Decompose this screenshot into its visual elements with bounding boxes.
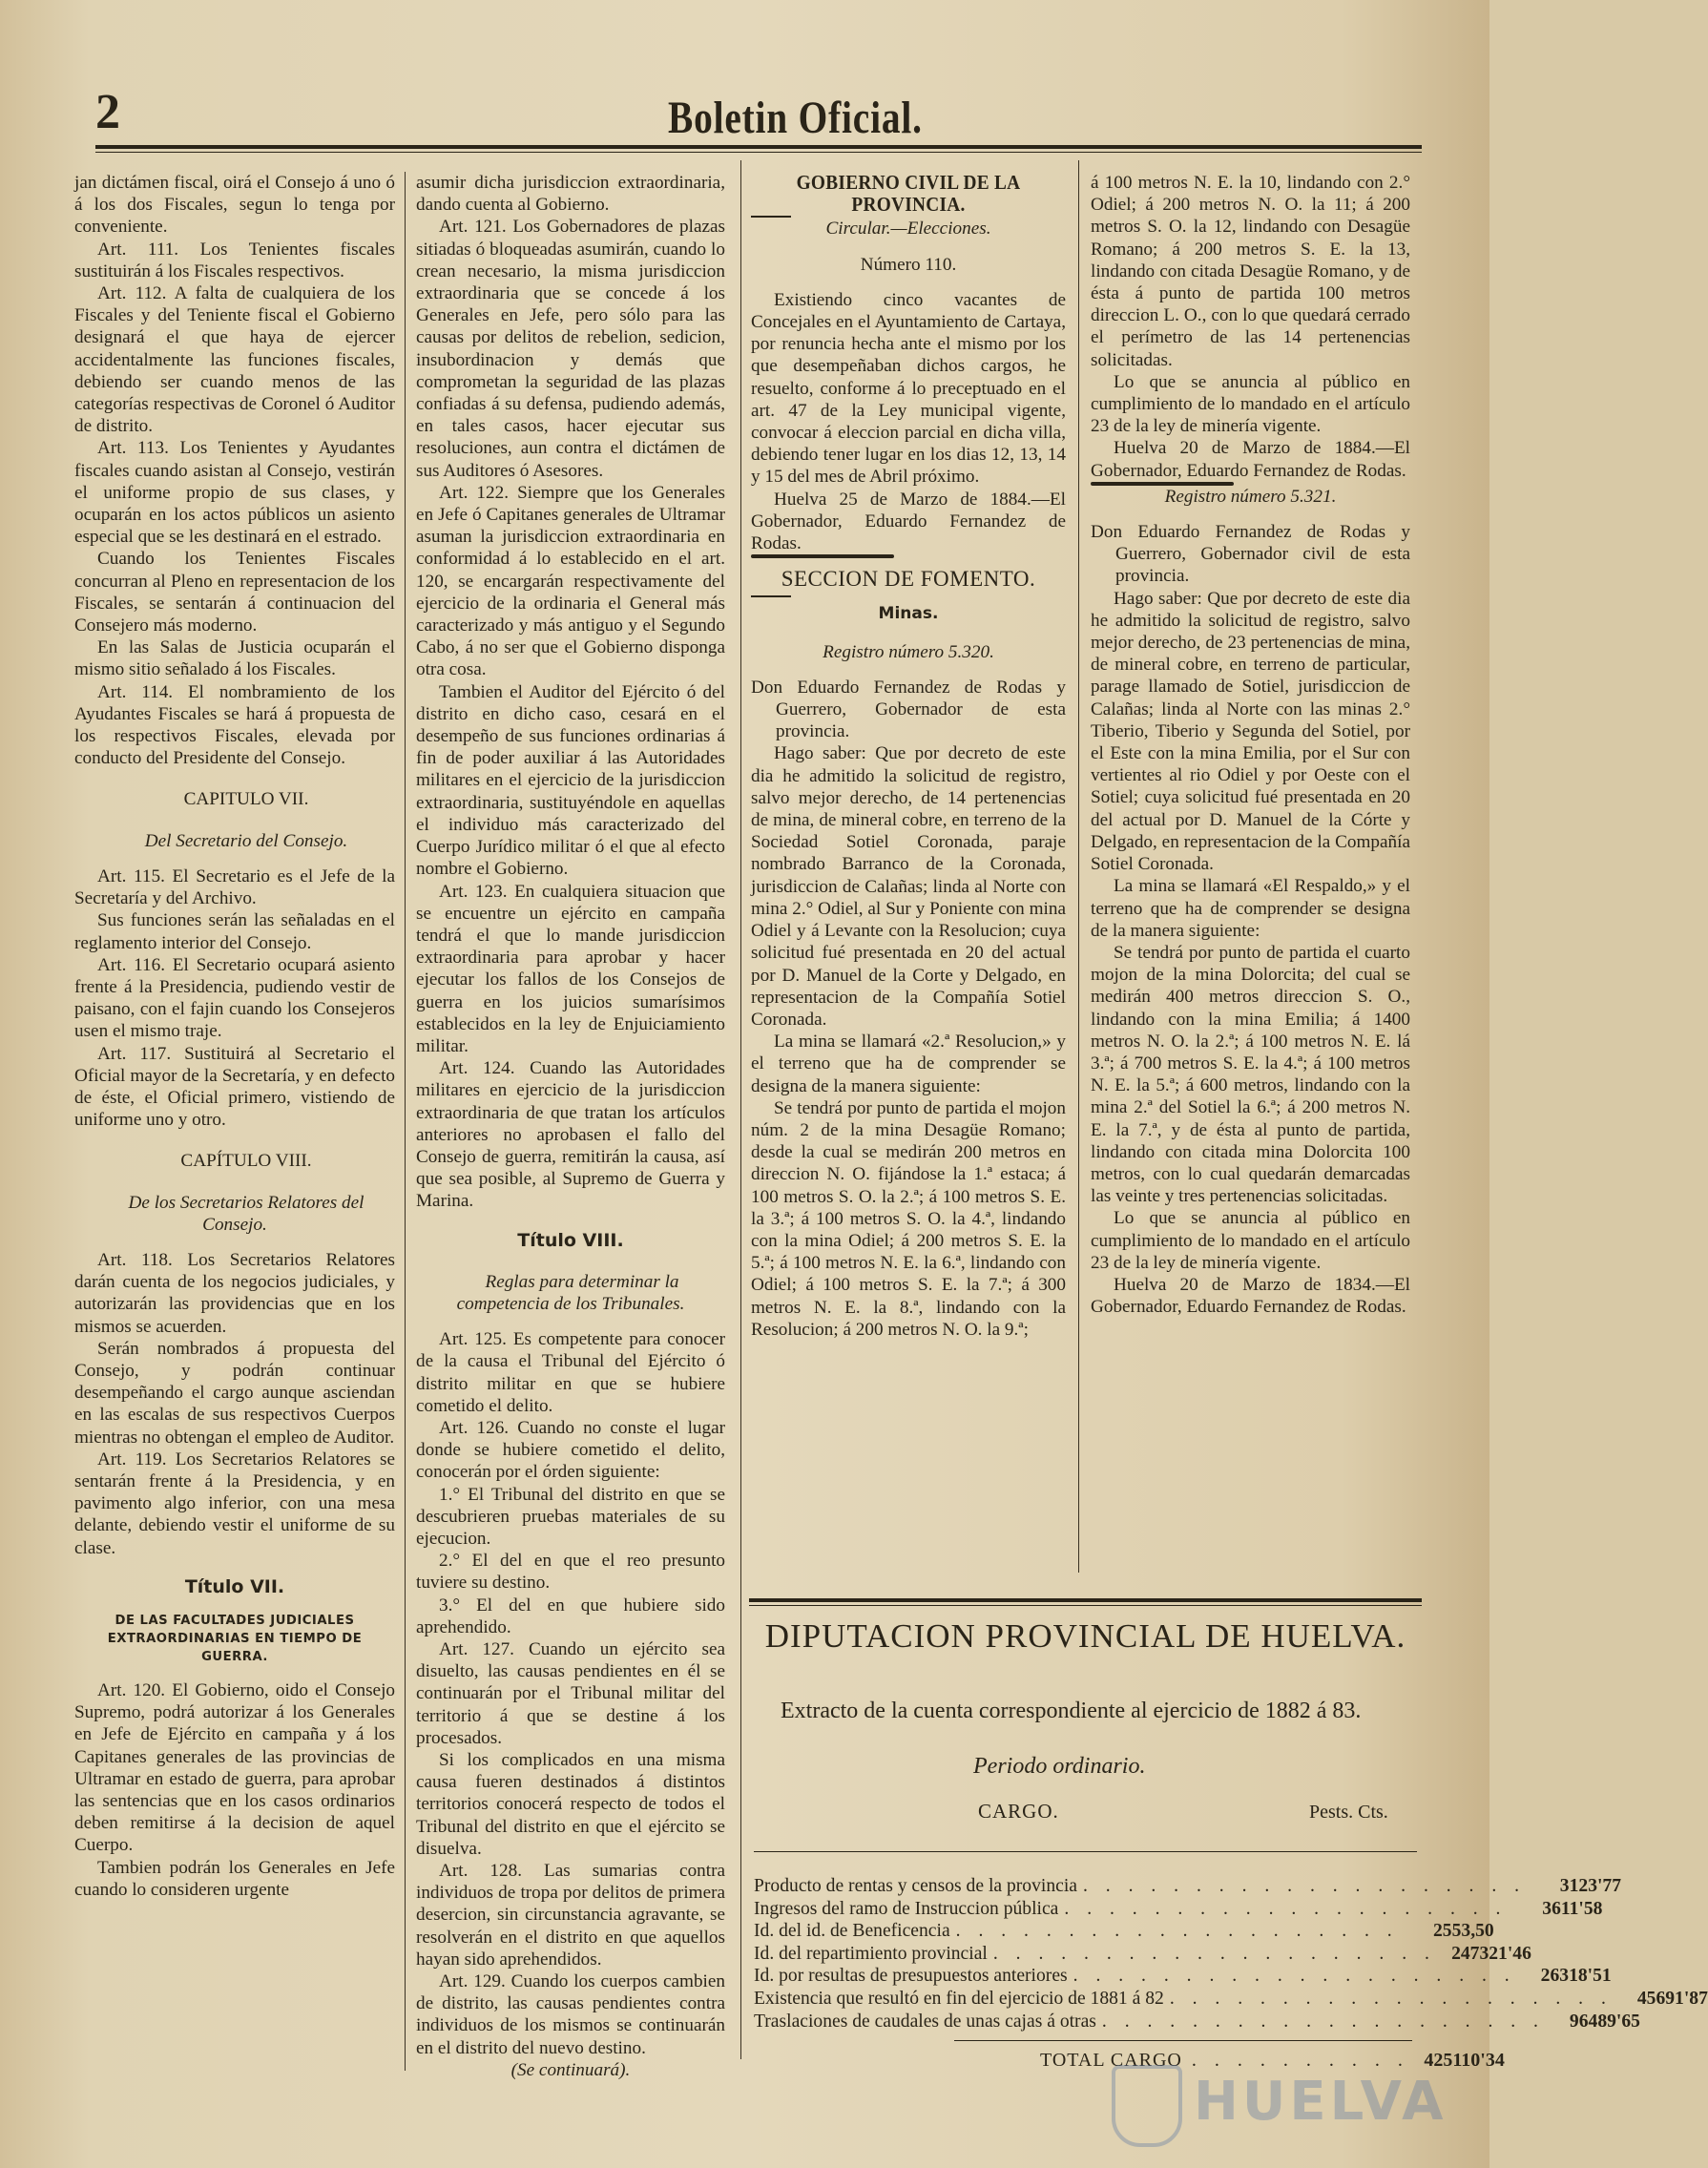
ledger-amount: 96489'65: [1569, 2011, 1640, 2032]
column-divider-2: [740, 160, 741, 2059]
col2-paragraph: 1.° El Tribunal del distrito en que se descubrieren pruebas materiales de su ejecucion.: [416, 1484, 725, 1549]
col3-paragraph: [751, 595, 791, 597]
col2-paragraph: Art. 124. Cuando las Autoridades militares en ejercicio de la jurisdiccion extraordinaria de que tratan los artículos anteriores no aprobasen el fallo del Consejo de guerra, remitirán la causa, así que sea posible, al Supremo de Guerra y Marina.: [416, 1058, 725, 1212]
ledger-amount: 45691'87: [1636, 1988, 1708, 2009]
col3-paragraph: Don Eduardo Fernandez de Rodas y Guerrero, Gobernador de esta provincia.: [751, 677, 1066, 742]
ledger-row: [754, 1965, 1612, 1988]
col1-paragraph: jan dictámen fiscal, oirá el Consejo á uno ó á los dos Fiscales, segun lo tenga por conveniente.: [74, 173, 395, 238]
col3-paragraph: La mina se llamará «2.ª Resolucion,» y el terreno que ha de comprender se designa de la manera siguiente:: [751, 1032, 1066, 1096]
page-number: 2: [95, 85, 120, 139]
ledger-row: [754, 1920, 1494, 1943]
col1-paragraph: Art. 115. El Secretario es el Jefe de la Secretaría y del Archivo.: [74, 865, 395, 909]
col1-paragraph: Art. 118. Los Secretarios Relatores darán cuenta de los negocios judiciales, y autorizarán las providencias que en los mismos se acuerden.: [74, 1249, 395, 1337]
col3-paragraph: Se tendrá por punto de partida el mojon núm. 2 de la mina Desagüe Romano; desde la cual se medirán 200 metros en direccion N. O. fijándose la 1.ª estaca; á 100 metros S. O. la 2.ª; á 100 metros S. E. la 3.ª; á 100 metros S. O. la 4.ª, lindando con la mina Odiel; á 200 metros S. E. la 5.ª; á 100 metros N. E. la 6.ª, lindando con Odiel; á 100 metros S. E. la 7.ª; á 300 metros N. E. la 8.ª, lindando con la Resolucion; á 200 metros N. O. la 9.ª;: [751, 1097, 1066, 1340]
watermark: [1112, 2061, 1448, 2147]
col3-paragraph: [751, 663, 1066, 677]
col2-paragraph: (Se continuará).: [510, 2059, 631, 2080]
total-amount: 425110'34: [1424, 2050, 1505, 2071]
col1-paragraph: CAPÍTULO VIII.: [180, 1151, 312, 1172]
ledger-leader-dots: . . . . . . . . . . . . . . . . . . . .: [1101, 2011, 1545, 2032]
col4-paragraph: Registro número 5.321.: [1164, 486, 1337, 507]
col3-paragraph: [751, 276, 1066, 289]
col4-paragraph: Lo que se anuncia al público en cumplimiento de lo mandado en el artículo 23 de la ley de minería vigente.: [1091, 1208, 1410, 1273]
total-label: TOTAL CARGO: [1040, 2050, 1182, 2071]
ledger-amount: 26318'51: [1540, 1966, 1612, 1987]
col1-paragraph: Art. 111. Los Tenientes fiscales sustituirán á los Fiscales respectivos.: [74, 239, 395, 281]
seal-icon: [1112, 2065, 1182, 2147]
periodo-text: Periodo ordinario.: [973, 1754, 1146, 1779]
col1-paragraph: Serán nombrados á propuesta del Consejo, y podrán continuar desempeñando el cargo aunque asciendan en las escalas de sus respectivos Cuerpos mientras no obtengan el empleo de Auditor.: [74, 1338, 395, 1448]
col2-paragraph: asumir dicha jurisdiccion extraordinaria, dando cuenta al Gobierno.: [416, 173, 725, 216]
ledger-row: [754, 1875, 1622, 1898]
ledger-amount: 3611'58: [1542, 1898, 1603, 1919]
col2-paragraph: Art. 129. Cuando los cuerpos cambien de distrito, las causas pendientes contra individuos de los mismos se continuarán en el distrito del nuevo destino.: [416, 1971, 725, 2058]
col3-paragraph: GOBIERNO CIVIL DE LA PROVINCIA.: [796, 171, 1021, 217]
ledger-label: Ingresos del ramo de Instruccion pública: [754, 1898, 1059, 1919]
ledger-label: Id. por resultas de presupuestos anteriores: [754, 1966, 1068, 1987]
col3-paragraph: Huelva 25 de Marzo de 1884.—El Gobernador, Eduardo Fernandez de Rodas.: [751, 489, 1066, 554]
ledger-row: [754, 1988, 1708, 2011]
column-2: [416, 172, 725, 2081]
col1-paragraph: En las Salas de Justicia ocuparán el mismo sitio señalado á los Fiscales.: [74, 637, 395, 680]
ledger-amount: 3123'77: [1559, 1876, 1622, 1896]
col2-paragraph: Si los complicados en una misma causa fueren destinados á distintos territorios conocerá respecto de todos el Tribunal del distrito en que el ejército se disuelva.: [416, 1750, 725, 1859]
ledger-leader-dots: . . . . . . . . . . . . . . . . . . . .: [992, 1943, 1436, 1964]
column-divider-1: [405, 172, 406, 2071]
col4-paragraph: Se tendrá por punto de partida el cuarto mojon de la mina Dolorcita; del cual se medirán 400 metros direccion S. O., lindando con la mina Emilia; á 1400 metros N. O. la 2.ª; á 100 metros N. E. lá 3.ª; á 700 metros S. E. la 4.ª; á 100 metros N. E. la 5.ª; á 600 metros, lindando con la mina 2.ª del Sotiel la 6.ª; á 200 metros N. E. la 7.ª, y de ésta al punto de partida, lindando con citada mina Dolorcita 100 metros, con lo cual quedarán demarcadas las veinte y tres pertenencias solicitadas.: [1091, 942, 1410, 1207]
col2-paragraph: Art. 121. Los Gobernadores de plazas sitiadas ó bloqueadas asumirán, cuando lo crean necesario, la misma jurisdiccion extraordinaria que se concede á los Generales en Jefe, pero sólo para las causas por delitos de rebelion, sedicion, insubordinacion y demás que comprometan la seguridad de las plazas confiadas á su defensa, pudiendo además, en tales casos, hacer ejecutar sus resoluciones, aun contra el dictámen de sus Auditores ó Asesores.: [416, 217, 725, 481]
ledger-row: [754, 1943, 1531, 1966]
ledger-table: [754, 1875, 1708, 2032]
ledger-leader-dots: . . . . . . . . . . . . . . . . . . . .: [1073, 1966, 1516, 1987]
col3-paragraph: Minas.: [878, 604, 939, 624]
masthead-title: Boletin Oficial.: [668, 93, 923, 143]
diputacion-rule-thin: [749, 1605, 1422, 1606]
col2-paragraph: Art. 128. Las sumarias contra individuos de tropa por delitos de primera desercion, sin circunstancia agravante, se resolverán en el distrito en que aquellos hayan sido aprehendidos.: [416, 1861, 725, 1970]
col1-paragraph: DE LAS FACULTADES JUDICIALES EXTRAORDINARIAS EN TIEMPO DE GUERRA.: [107, 1613, 363, 1664]
ledger-leader-dots: . . . . . . . . . . . . . . . . . . . .: [955, 1921, 1399, 1942]
ledger-row: [754, 2011, 1640, 2033]
col3-paragraph: Circular.—Elecciones.: [825, 219, 991, 240]
col2-paragraph: Título VIII.: [517, 1229, 624, 1251]
header-rule-thin: [95, 152, 1422, 153]
column-4: [1091, 172, 1410, 1318]
col3-paragraph: [751, 240, 1066, 254]
column-divider-3: [1078, 160, 1079, 1573]
col4-paragraph: Lo que se anuncia al público en cumplimiento de lo mandado en el artículo 23 de la ley de minería vigente.: [1091, 371, 1410, 437]
col2-paragraph: Art. 127. Cuando un ejército sea disuelto, las causas pendientes en él se continuarán por el Tribunal militar del territorio á que se destine á los procesados.: [416, 1639, 725, 1748]
total-rule: [954, 2040, 1412, 2041]
extracto-text: Extracto de la cuenta correspondiente al ejercicio de 1882 á 83.: [781, 1699, 1362, 1723]
col4-paragraph: Don Eduardo Fernandez de Rodas y Guerrero, Gobernador civil de esta provincia.: [1091, 522, 1410, 587]
col2-paragraph: Tambien el Auditor del Ejército ó del distrito en dicho caso, cesará en el desempeño de sus funciones ordinarias á fin de poder auxiliar á las Autoridades militares en el ejercicio de la jurisdiccion extraordinaria, sustituyéndole en aquellas el individuo más caracterizado del Cuerpo Jurídico militar ó el que al efecto nombre el Gobierno.: [416, 681, 725, 880]
ledger-leader-dots: . . . . . . . . . . . . . . . . . . . .: [1169, 1988, 1613, 2009]
column-3: [751, 172, 1066, 1341]
col1-paragraph: Sus funciones serán las señaladas en el reglamento interior del Consejo.: [74, 910, 395, 953]
cargo-rule: [754, 1851, 1417, 1852]
col1-paragraph: Cuando los Tenientes Fiscales concurran al Pleno en representacion de los Fiscales, se sentarán á continuacion del Consejero más moderno.: [74, 549, 395, 636]
col4-paragraph: Huelva 20 de Marzo de 1884.—El Gobernador, Eduardo Fernandez de Rodas.: [1091, 438, 1410, 481]
col4-paragraph: [1091, 508, 1410, 521]
ledger-leader-dots: . . . . . . . . . . . . . . . . . . . .: [1082, 1876, 1527, 1896]
col1-paragraph: Art. 119. Los Secretarios Relatores se sentarán frente á la Presidencia, y en pavimento algo inferior, con una mesa delante, debiendo vestir el uniforme de su clase.: [74, 1449, 395, 1558]
col3-paragraph: SECCION DE FOMENTO.: [781, 567, 1036, 592]
total-leader-dots: . . . . . . . . . .: [1191, 2050, 1409, 2071]
diputacion-title: DIPUTACION PROVINCIAL DE HUELVA.: [764, 1617, 1406, 1655]
col1-paragraph: Art. 116. El Secretario ocupará asiento frente á la Presidencia, pudiendo vestir de paisano, con el fajin cuando los Consejeros usen el mismo traje.: [74, 954, 395, 1042]
cargo-header: CARGO.: [978, 1800, 1059, 1823]
col2-paragraph: Reglas para determinar la competencia de los Tribunales.: [456, 1271, 685, 1314]
ledger-label: Existencia que resultó en fin del ejercicio de 1881 á 82: [754, 1988, 1164, 2009]
col2-paragraph: Art. 123. En cualquiera situacion que se encuentre un ejército en campaña tendrá el que lo mande jurisdiccion extraordinaria para aprobar y hacer ejecutar los fallos de los Consejos de guerra en los juicios sumarísimos establecidos en la ley de Enjuiciamiento militar.: [416, 881, 725, 1056]
col2-paragraph: Art. 126. Cuando no conste el lugar donde se hubiere cometido el delito, conocerán por el órden siguiente:: [416, 1417, 725, 1483]
col3-paragraph: Registro número 5.320.: [823, 641, 994, 662]
ledger-label: Id. del repartimiento provincial: [754, 1943, 988, 1964]
ledger-leader-dots: . . . . . . . . . . . . . . . . . . . .: [1064, 1898, 1508, 1919]
ledger-amount: 247321'46: [1451, 1943, 1531, 1964]
header-rule: [95, 145, 1422, 149]
ledger-label: Traslaciones de caudales de unas cajas á otras: [754, 2011, 1096, 2032]
col1-paragraph: Título VII.: [184, 1575, 285, 1597]
ledger-amount: 2553,50: [1433, 1921, 1494, 1942]
col4-paragraph: Huelva 20 de Marzo de 1834.—El Gobernador, Eduardo Fernandez de Rodas.: [1091, 1274, 1410, 1318]
col2-paragraph: Art. 122. Siempre que los Generales en Jefe ó Capitanes generales de Ultramar asuman la jurisdiccion extraordinaria en conformidad á lo establecido en el art. 120, se encargarán respectivamente del ejercicio de la ordinaria el General más caracterizado y más antiguo y el Segundo Cabo, á no ser que el Gobierno disponga otra cosa.: [416, 482, 725, 680]
col1-paragraph: CAPITULO VII.: [183, 789, 309, 810]
col4-paragraph: Hago saber: Que por decreto de este dia he admitido la solicitud de registro, salvo mejor derecho, de 23 pertenencias de mina, de mineral cobre, en terreno de particular, parage llamado de Sotiel, jurisdiccion de Calañas; linda al Norte con las minas 2.° Tiberio, Tiberio y Segunda del Sotiel, por el Este con la mina Emilia, por el Sur con vertientes al rio Odiel y por Oeste con el Sotiel; cuya solicitud fué presentada en 20 del actual por D. Manuel de la Córte y Delgado, en representacion de la Compañía Sotiel Coronada.: [1091, 588, 1410, 875]
col4-paragraph: á 100 metros N. E. la 10, lindando con 2.° Odiel; á 200 metros N. O. la 11; á 200 metros S. O. la 12, lindando con Desagüe Romano; á 200 metros S. E. la 13, lindando con citada Desagüe Romano, y de ésta á punto de partida 100 metros direccion L. O., con lo que quedará cerrado el perímetro de las 14 pertenencias solicitadas.: [1091, 173, 1410, 370]
watermark-text: HUELVA: [1194, 2071, 1448, 2133]
ledger-label: Producto de rentas y censos de la provincia: [754, 1876, 1077, 1896]
col1-paragraph: Art. 117. Sustituirá al Secretario el Oficial mayor de la Secretaría, y en defecto de éste, el Oficial primero, vistiendo de uniforme uno y otro.: [74, 1043, 395, 1131]
ledger-label: Id. del id. de Beneficencia: [754, 1921, 950, 1942]
col4-paragraph: La mina se llamará «El Respaldo,» y el terreno que ha de comprender se designa de la manera siguiente:: [1091, 876, 1410, 941]
col3-paragraph: Hago saber: Que por decreto de este dia he admitido la solicitud de registro, salvo mejor derecho, de 14 pertenencias de mina, de mineral cobre, en terreno de la Sociedad Sotiel Coronada, paraje nombrado Barranco de la Coronada, jurisdiccion de Calañas; linda al Norte con mina 2.° Odiel, al Sur y Poniente con mina Odiel y á Levante con la Resolucion; cuya solicitud fué presentada en 20 del actual por D. Manuel de la Corte y Delgado, en representacion de la Compañía Sotiel Coronada.: [751, 743, 1066, 1030]
col3-paragraph: Número 110.: [860, 254, 957, 275]
col1-paragraph: Del Secretario del Consejo.: [144, 830, 348, 851]
col1-paragraph: Tambien podrán los Generales en Jefe cuando lo consideren urgente: [74, 1857, 395, 1900]
col1-paragraph: Art. 114. El nombramiento de los Ayudantes Fiscales se hará á propuesta de los respectivos Fiscales, elevada por conducto del Presidente del Consejo.: [74, 681, 395, 769]
col3-paragraph: Existiendo cinco vacantes de Concejales en el Ayuntamiento de Cartaya, por renuncia hecha ante el mismo por los que desempeñaban dichos cargos, he resuelto, conforme á lo preceptuado en el art. 47 de la Ley municipal vigente, convocar á eleccion parcial en dicha villa, debiendo tener lugar en los dias 12, 13, 14 y 15 del mes de Abril próximo.: [751, 289, 1066, 488]
col2-paragraph: 2.° El del en que el reo presunto tuviere su destino.: [416, 1551, 725, 1594]
col2-paragraph: Art. 125. Es competente para conocer de la causa el Tribunal del Ejército ó distrito militar en que se hubiere cometido el delito.: [416, 1329, 725, 1416]
column-1: [74, 172, 395, 1901]
col1-paragraph: De los Secretarios Relatores del Consejo.: [128, 1192, 365, 1235]
ledger-row: [754, 1898, 1603, 1921]
col1-paragraph: Art. 112. A falta de cualquiera de los Fiscales y del Teniente fiscal el Gobierno designará el que haya de ejercer accidentalmente las funciones fiscales, debiendo ser cuando menos de las categorías respectivas de Coronel ó Auditor de distrito.: [74, 283, 395, 437]
pesetas-header: Pests. Cts.: [1309, 1802, 1388, 1823]
col3-paragraph: [751, 554, 894, 558]
diputacion-rule: [749, 1598, 1422, 1602]
col2-paragraph: 3.° El del en que hubiere sido aprehendido.: [416, 1595, 725, 1637]
col1-paragraph: Art. 120. El Gobierno, oido el Consejo Supremo, podrá autorizar á los Generales en Jefe de Ejército en campaña y á los Capitanes generales de las provincias de Ultramar en estado de guerra, para aprobar las sentencias que en los casos ordinarios deben remitirse á la decision de aquel Cuerpo.: [74, 1679, 395, 1856]
col1-paragraph: Art. 113. Los Tenientes y Ayudantes fiscales cuando asistan al Consejo, vestirán el uniforme propio de sus clases, y ocuparán en los actos públicos un asiento especial que se les destinará en el estrado.: [74, 438, 395, 548]
